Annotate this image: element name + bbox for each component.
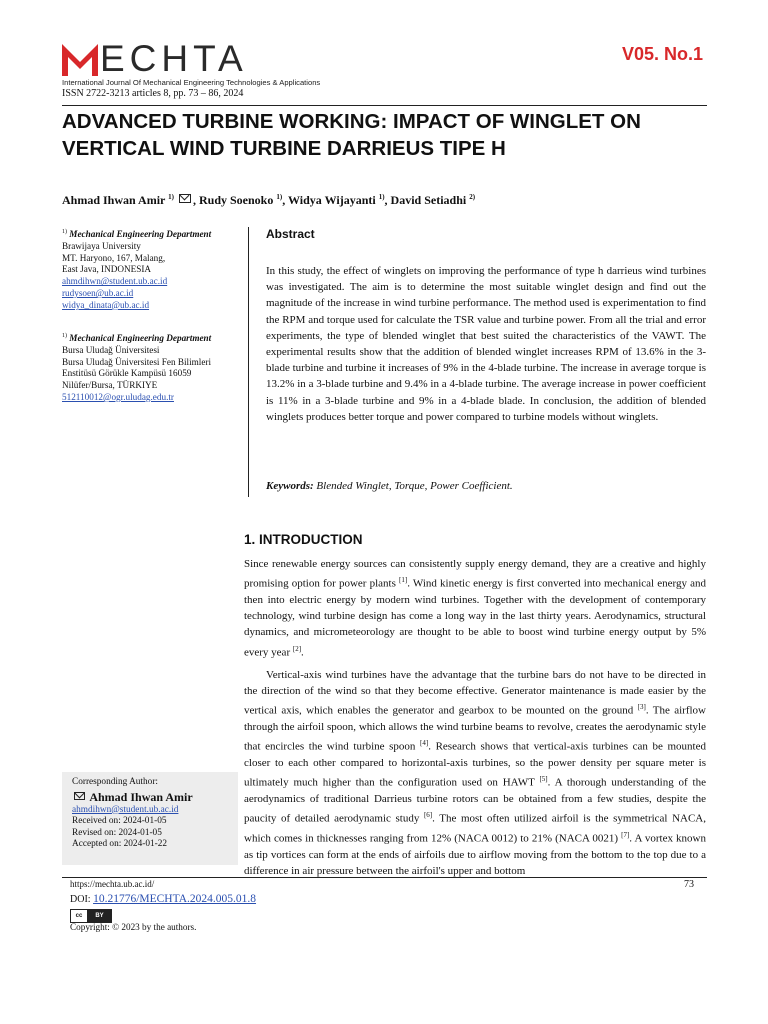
author-name: Widya Wijayanti bbox=[288, 193, 376, 207]
affiliation-1: $^{1)}$ Mechanical Engineering Department Brawijaya University MT. Haryono, 167, Malang, East Java, INDONESIA ahmdihwn@student.ub.ac.id rudysoen@ub.ac.id widya_dinata@ub.ac.id bbox=[62, 229, 212, 310]
author-list: Ahmad Ihwan Amir $^{1)}$ , Rudy Soenoko $^{1)}$, Widya Wijayanti $^{1)}$, David Setiadhi $^{2)}$ bbox=[62, 193, 476, 207]
email-link[interactable]: rudysoen@ub.ac.id bbox=[62, 288, 134, 299]
citation[interactable]: [2] bbox=[292, 644, 302, 653]
copyright: Copyright: © 2023 by the authors. bbox=[70, 922, 197, 932]
abstract-divider bbox=[248, 227, 249, 497]
citation[interactable]: [1] bbox=[399, 576, 408, 585]
doi-link[interactable]: 10.21776/MECHTA.2024.005.01.8 bbox=[93, 893, 257, 905]
email-envelope-icon[interactable] bbox=[179, 194, 191, 203]
mechta-m-logo-icon bbox=[62, 42, 98, 76]
paragraph: Since renewable energy sources can consistently supply energy demand, they are a creative and highly promising option for power plants [1]. Wind kinetic energy is first converted into mechanical energy and then into electric energy by modern wind turbines. Together with the development of contemporary technology, wind turbine design has come a long way in the last thirty years. Aerodynamics, structural dynamics, and micrometeorology are thought to be able to boost wind turbine energy output by 5% every year [2]. bbox=[244, 558, 706, 659]
abstract-text: In this study, the effect of winglets on improving the performance of type h darrieus wind turbines was investigated. The aim is to determine the most suitable winglet design and find out the magnitude of the increase in wind turbine performance. The method used is experimentation to find the RPM and torque used for calculate the TSR value and turbine power. From all the trial and error experiments, the type of blended winglet that best suited the characteristics of the VAWT. The experimental results show that the addition of blended winglet increases RPM of 13.6% in the 3-blade turbine and turbine it increases of 9% in the 4-blade turbine. The increase in average torque is 13.2% in a 3-blade turbine and 9.4% in a 4-blade turbine. The average increase in power coefficient is 11% in a 3-blade turbine and 9% in a 4-blade blade. In conclusion, the addition of blended winglets produces better torque and power compared to turbine models without winglets. bbox=[266, 265, 706, 423]
paragraph: Vertical-axis wind turbines have the advantage that the turbine bars do not have to be directed in the direction of the wind so that they become effective. Generator maintenance is made easier by the vertical axis, which enables the generator and gearbox to be mounted on the ground [3]. The airflow through the airfoil spoon, which allows the wind turbine beams to revolve, creates the aerodynamic style that encircles the wind turbine spoon [4]. Research shows that vertical-axis turbines can be mounted closer to each other compared to horizontal-axis turbines, so the power density per square meter is ultimately much higher than the configuration used on HAWT [5]. A thorough understanding of the aerodynamics of traditional Darrieus turbine rotors can be obtained from a few studies, despite the paucity of detailed aerodynamic study [6]. The most often utilized airfoil is the symmetrical NACA, which comes in thicknesses ranging from 12% (NACA 0012) to 21% (NACA 0021) [7]. A vortex known as tip vortices can form at the ends of airfoils due to airflow moving from the bottom to the top due to a difference in air pressure between the airfoil's upper and bottom bbox=[244, 668, 706, 878]
email-link[interactable]: 512110012@ogr.uludag.edu.tr bbox=[62, 392, 174, 403]
section-heading: 1. INTRODUCTION bbox=[244, 532, 363, 547]
citation[interactable]: [5] bbox=[539, 775, 548, 784]
affiliation-2: $^{1)}$ Mechanical Engineering Department Bursa Uludağ Üniversitesi Bursa Uludağ Üniversitesi Fen Bilimleri Enstitüsü Görükle Kampüsü 16059 Nilüfer/Bursa, TÜRKIYE 512110012@ogr.uludag.edu.tr bbox=[62, 333, 212, 403]
citation[interactable]: [7] bbox=[621, 830, 630, 839]
volume-label: V05. No.1 bbox=[622, 44, 704, 64]
email-link[interactable]: widya_dinata@ub.ac.id bbox=[62, 299, 150, 310]
citation[interactable]: [6] bbox=[423, 811, 433, 820]
email-envelope-icon[interactable] bbox=[74, 792, 85, 800]
keywords: Keywords: Blended Winglet, Torque, Power Coefficient. bbox=[266, 480, 513, 492]
footer-divider bbox=[62, 877, 707, 878]
author-name: David Setiadhi bbox=[390, 193, 467, 207]
citation[interactable]: [4] bbox=[420, 739, 429, 747]
cc-by-license-icon[interactable]: cc BY bbox=[70, 909, 112, 923]
header-divider bbox=[62, 105, 707, 106]
paper-title: ADVANCED TURBINE WORKING: IMPACT OF WINGLET ON VERTICAL WIND TURBINE DARRIEUS TIPE H bbox=[62, 110, 641, 160]
logo-wordmark: ECHTA bbox=[100, 38, 248, 79]
abstract-heading: Abstract bbox=[266, 227, 315, 241]
journal-logo bbox=[62, 38, 248, 79]
email-link[interactable]: ahmdihwn@student.ub.ac.id bbox=[62, 276, 168, 287]
email-link[interactable]: ahmdihwn@student.ub.ac.id bbox=[72, 804, 179, 815]
author-name: Rudy Soenoko bbox=[198, 193, 274, 207]
journal-url[interactable]: https://mechta.ub.ac.id/ bbox=[70, 879, 155, 889]
page-number: 73 bbox=[684, 879, 694, 890]
corresponding-author-box: Corresponding Author: Ahmad Ihwan Amir ahmdihwn@student.ub.ac.id Received on: 2024-01-05 Revised on: 2024-01-05 Accepted on: 2024-01-22 bbox=[62, 772, 238, 865]
author-name: Ahmad Ihwan Amir bbox=[62, 193, 166, 207]
doi-line: DOI: 10.21776/MECHTA.2024.005.01.8 bbox=[70, 893, 257, 905]
intro-body bbox=[244, 556, 706, 879]
journal-name: International Journal Of Mechanical Engineering Technologies & Applications bbox=[62, 78, 321, 87]
citation[interactable]: [3] bbox=[637, 702, 646, 711]
issn-line: ISSN 2722-3213 articles 8, pp. 73 – 86, 2024 bbox=[62, 88, 244, 99]
